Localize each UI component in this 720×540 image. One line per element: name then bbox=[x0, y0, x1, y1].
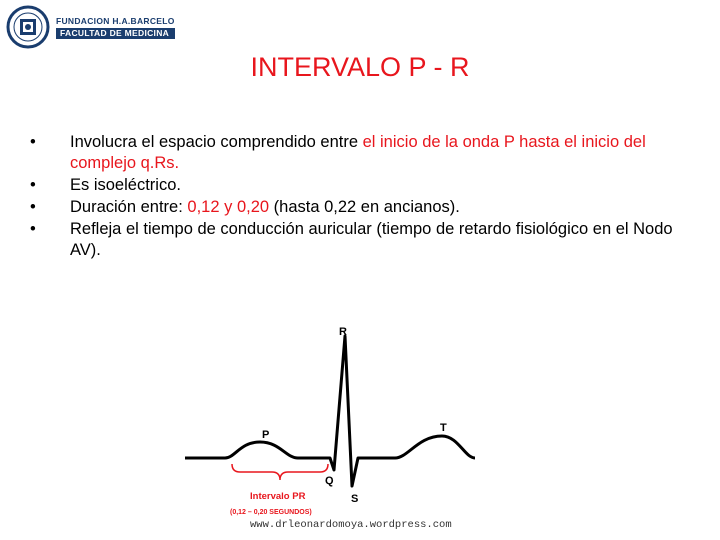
bullet-text: Es isoeléctrico. bbox=[70, 176, 181, 194]
bullet-list bbox=[30, 132, 680, 262]
bullet-text: Involucra el espacio comprendido entre bbox=[70, 133, 363, 151]
wave-label-t: T bbox=[440, 422, 447, 434]
bullet-dot: • bbox=[30, 133, 36, 151]
logo-foundation-name: FUNDACION H.A.BARCELO bbox=[56, 15, 175, 26]
ecg-trace bbox=[185, 336, 475, 486]
bullet-text: : bbox=[178, 198, 188, 216]
highlighted-text: 0,12 y 0,20 bbox=[187, 198, 270, 216]
wave-label-q: Q bbox=[325, 475, 334, 487]
interval-range: (0,12 – 0,20 SEGUNDOS) bbox=[230, 509, 312, 516]
wave-label-p: P bbox=[262, 429, 270, 441]
ecg-diagram bbox=[180, 318, 480, 528]
wave-label-r: R bbox=[339, 326, 347, 338]
institution-logo bbox=[6, 4, 206, 50]
pr-interval-bracket bbox=[232, 464, 328, 480]
bullet-text: (hasta 0,22 en ancianos). bbox=[269, 198, 460, 216]
bullet-item bbox=[30, 197, 680, 218]
bullet-item bbox=[30, 219, 680, 261]
highlighted-text: el inicio de la onda P hasta el inicio del complejo q.Rs. bbox=[70, 133, 646, 172]
slide-title: INTERVALO P - R bbox=[250, 52, 470, 82]
bullet-text: Duración entre bbox=[70, 198, 179, 216]
bullet-dot: • bbox=[30, 220, 36, 238]
interval-label: Intervalo PR bbox=[250, 491, 306, 502]
logo-faculty-name: FACULTAD DE MEDICINA bbox=[56, 28, 175, 39]
bullet-text: Refleja el tiempo de conducción auricular (tiempo de retardo fisiológico en el Nodo AV). bbox=[70, 220, 673, 259]
bullet-dot: • bbox=[30, 176, 36, 194]
source-watermark: www.drleonardomoya.wordpress.com bbox=[250, 519, 452, 531]
university-seal-icon bbox=[6, 5, 50, 49]
wave-label-s: S bbox=[351, 493, 359, 505]
bullet-item bbox=[30, 175, 680, 196]
bullet-dot: • bbox=[30, 198, 36, 216]
bullet-item bbox=[30, 132, 680, 174]
